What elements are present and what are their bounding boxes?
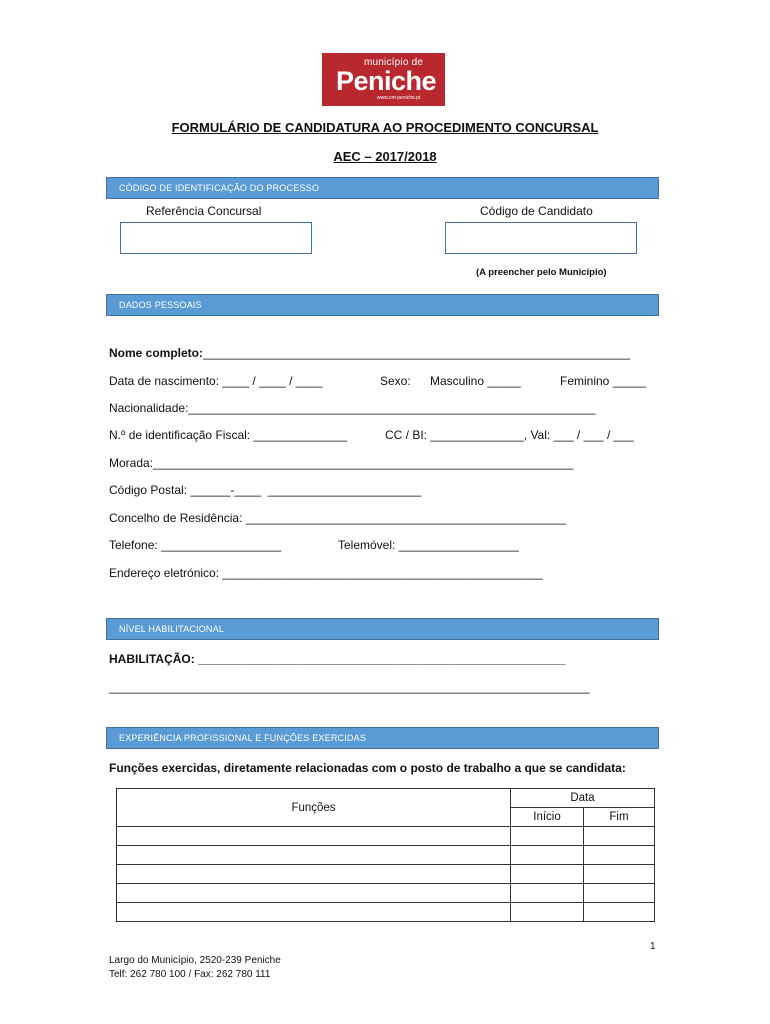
col-inicio-header: Início <box>511 808 584 827</box>
ref-input[interactable] <box>120 222 312 254</box>
concelho-field[interactable]: Concelho de Residência: ________________________________________________ <box>109 511 567 525</box>
table-row[interactable] <box>117 846 655 865</box>
sexo-label: Sexo: <box>380 374 411 388</box>
habilitacao-line: _______________________________________________________ <box>198 652 566 666</box>
col-fim-header: Fim <box>584 808 655 827</box>
table-row[interactable] <box>117 884 655 903</box>
experience-intro: Funções exercidas, diretamente relacionadas com o posto de trabalho a que se candidata: <box>109 761 626 775</box>
table-row[interactable] <box>117 827 655 846</box>
logo-line2: Peniche <box>336 66 437 96</box>
logo-url: www.cm-peniche.pt <box>377 95 421 101</box>
section-bar-process: CÓDIGO DE IDENTIFICAÇÃO DO PROCESSO <box>106 177 659 199</box>
experience-table <box>116 788 655 922</box>
fill-note: (A preencher pelo Município) <box>476 267 607 278</box>
page-number: 1 <box>650 941 656 952</box>
codigo-postal-field[interactable]: Código Postal: ______-____ _______________________ <box>109 483 422 497</box>
telefone-field[interactable]: Telefone: __________________ <box>109 538 282 552</box>
table-row[interactable] <box>117 865 655 884</box>
nome-line: ________________________________________________________________ <box>203 346 631 360</box>
municipality-logo <box>322 53 445 106</box>
masculino-field[interactable]: Masculino _____ <box>430 374 521 388</box>
cc-field[interactable]: CC / BI: ______________, Val: ___ / ___ / ___ <box>385 428 634 442</box>
footer-contacts: Telf: 262 780 100 / Fax: 262 780 111 <box>109 969 271 980</box>
nome-field[interactable] <box>109 346 630 360</box>
form-subtitle: AEC – 2017/2018 <box>333 149 437 164</box>
email-field[interactable]: Endereço eletrónico: ________________________________________________ <box>109 566 543 580</box>
morada-field[interactable]: Morada:_______________________________________________________________ <box>109 456 574 470</box>
form-title: FORMULÁRIO DE CANDIDATURA AO PROCEDIMENTO CONCURSAL <box>171 120 599 135</box>
ref-label: Referência Concursal <box>146 204 262 218</box>
logo-line1: município de <box>364 57 424 68</box>
feminino-field[interactable]: Feminino _____ <box>560 374 647 388</box>
nascimento-field[interactable]: Data de nascimento: ____ / ____ / ____ <box>109 374 323 388</box>
nif-field[interactable]: N.º de identificação Fiscal: ______________ <box>109 428 347 442</box>
habilitacao-field[interactable] <box>109 652 565 666</box>
section-bar-personal: DADOS PESSOAIS <box>106 294 659 316</box>
section-bar-education: NÍVEL HABILITACIONAL <box>106 618 659 640</box>
telemovel-field[interactable]: Telemóvel: __________________ <box>338 538 519 552</box>
cand-label: Código de Candidato <box>480 204 593 218</box>
habilitacao-label: HABILITAÇÃO: <box>109 652 195 666</box>
col-funcoes-header: Funções <box>117 789 511 827</box>
nacionalidade-field[interactable]: Nacionalidade:_____________________________________________________________ <box>109 401 596 415</box>
table-row[interactable] <box>117 903 655 922</box>
footer-address: Largo do Município, 2520-239 Peniche <box>109 955 281 966</box>
section-bar-experience: EXPERIÊNCIA PROFISSIONAL E FUNÇÕES EXERCIDAS <box>106 727 659 749</box>
col-data-header: Data <box>511 789 655 808</box>
nome-label: Nome completo: <box>109 346 204 360</box>
habilitacao-line2[interactable]: ________________________________________________________________________ <box>109 680 590 694</box>
cand-input[interactable] <box>445 222 637 254</box>
